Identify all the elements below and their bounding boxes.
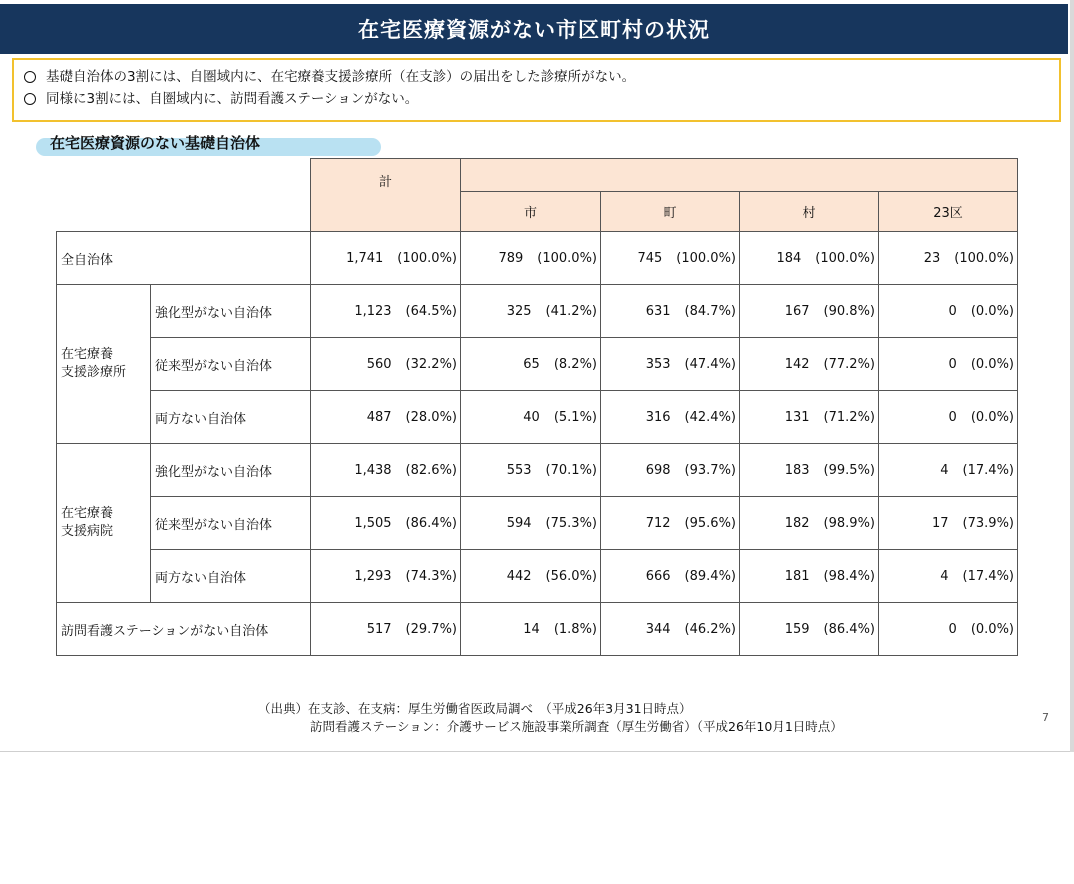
value-cell bbox=[311, 444, 461, 497]
slide-title-text: 在宅医療資源がない市区町村の状況 bbox=[358, 18, 710, 42]
count-value: 23 bbox=[923, 250, 941, 266]
value-cell-inner bbox=[604, 516, 736, 531]
count-value: 1,293 bbox=[354, 568, 392, 584]
count-value: 0 bbox=[948, 621, 957, 637]
count-value: 325 bbox=[506, 303, 532, 319]
row-header: 全自治体 bbox=[57, 232, 311, 285]
value-cell-inner bbox=[882, 251, 1014, 266]
percent-value: (71.2%) bbox=[823, 409, 875, 425]
table-row bbox=[57, 444, 1018, 497]
percent-value: (8.2%) bbox=[553, 356, 597, 372]
header-row bbox=[57, 159, 1018, 192]
row-header: 強化型がない自治体 bbox=[151, 444, 311, 497]
percent-value: (28.0%) bbox=[405, 409, 457, 425]
count-value: 631 bbox=[645, 303, 671, 319]
value-cell-inner bbox=[882, 357, 1014, 372]
value-cell-inner bbox=[743, 410, 875, 425]
table-row bbox=[57, 603, 1018, 656]
page-number: 7 bbox=[1042, 711, 1049, 724]
source-note bbox=[258, 700, 843, 736]
percent-value: (0.0%) bbox=[970, 409, 1014, 425]
value-cell-inner bbox=[743, 463, 875, 478]
count-value: 181 bbox=[784, 568, 810, 584]
value-cell bbox=[740, 497, 879, 550]
value-cell bbox=[740, 338, 879, 391]
percent-value: (0.0%) bbox=[970, 303, 1014, 319]
table-row bbox=[57, 550, 1018, 603]
summary-text: 基礎自治体の3割には、自圏域内に、在宅療養支援診療所（在支診）の届出をした診療所がない。 bbox=[46, 69, 636, 85]
value-cell-inner bbox=[314, 516, 457, 531]
value-cell bbox=[601, 232, 740, 285]
column-header: 村 bbox=[740, 192, 879, 232]
value-cell bbox=[311, 338, 461, 391]
count-value: 789 bbox=[498, 250, 524, 266]
table-row bbox=[57, 338, 1018, 391]
value-cell bbox=[740, 603, 879, 656]
value-cell bbox=[461, 391, 601, 444]
value-cell-inner bbox=[882, 569, 1014, 584]
value-cell bbox=[311, 391, 461, 444]
section-heading bbox=[36, 132, 381, 156]
column-header: 計 bbox=[311, 159, 461, 232]
value-cell bbox=[740, 232, 879, 285]
percent-value: (95.6%) bbox=[684, 515, 736, 531]
value-cell bbox=[601, 497, 740, 550]
value-cell-inner bbox=[314, 569, 457, 584]
percent-value: (32.2%) bbox=[405, 356, 457, 372]
row-header: 従来型がない自治体 bbox=[151, 338, 311, 391]
header-band bbox=[461, 159, 1018, 192]
circle-bullet-icon bbox=[24, 93, 36, 105]
value-cell-inner bbox=[464, 304, 597, 319]
value-cell bbox=[601, 285, 740, 338]
value-cell-inner bbox=[604, 622, 736, 637]
value-cell bbox=[740, 444, 879, 497]
section-heading-text: 在宅医療資源のない基礎自治体 bbox=[50, 134, 261, 152]
percent-value: (89.4%) bbox=[684, 568, 736, 584]
count-value: 17 bbox=[932, 515, 949, 531]
value-cell-inner bbox=[604, 357, 736, 372]
value-cell bbox=[601, 338, 740, 391]
percent-value: (64.5%) bbox=[405, 303, 457, 319]
percent-value: (100.0%) bbox=[397, 250, 457, 266]
value-cell bbox=[879, 285, 1018, 338]
count-value: 487 bbox=[366, 409, 392, 425]
table-row bbox=[57, 232, 1018, 285]
value-cell bbox=[601, 550, 740, 603]
percent-value: (29.7%) bbox=[405, 621, 457, 637]
summary-box bbox=[12, 58, 1061, 122]
value-cell-inner bbox=[604, 251, 736, 266]
percent-value: (17.4%) bbox=[962, 462, 1014, 478]
value-cell-inner bbox=[464, 569, 597, 584]
percent-value: (98.4%) bbox=[823, 568, 875, 584]
count-value: 0 bbox=[948, 409, 957, 425]
count-value: 183 bbox=[784, 462, 810, 478]
percent-value: (90.8%) bbox=[823, 303, 875, 319]
count-value: 712 bbox=[645, 515, 671, 531]
count-value: 167 bbox=[784, 303, 810, 319]
circle-bullet-icon bbox=[24, 71, 36, 83]
value-cell-inner bbox=[314, 357, 457, 372]
percent-value: (73.9%) bbox=[962, 515, 1014, 531]
percent-value: (82.6%) bbox=[405, 462, 457, 478]
value-cell-inner bbox=[464, 410, 597, 425]
percent-value: (17.4%) bbox=[962, 568, 1014, 584]
count-value: 14 bbox=[523, 621, 540, 637]
value-cell-inner bbox=[882, 410, 1014, 425]
percent-value: (86.4%) bbox=[823, 621, 875, 637]
value-cell bbox=[601, 444, 740, 497]
value-cell bbox=[879, 444, 1018, 497]
value-cell-inner bbox=[464, 622, 597, 637]
percent-value: (5.1%) bbox=[553, 409, 597, 425]
summary-text: 同様に3割には、自圏域内に、訪問看護ステーションがない。 bbox=[46, 91, 419, 107]
value-cell-inner bbox=[604, 304, 736, 319]
count-value: 517 bbox=[366, 621, 392, 637]
percent-value: (100.0%) bbox=[537, 250, 597, 266]
count-value: 594 bbox=[506, 515, 532, 531]
row-header: 両方ない自治体 bbox=[151, 550, 311, 603]
data-table bbox=[56, 158, 1018, 656]
percent-value: (41.2%) bbox=[545, 303, 597, 319]
value-cell-inner bbox=[882, 516, 1014, 531]
count-value: 344 bbox=[645, 621, 671, 637]
percent-value: (0.0%) bbox=[970, 356, 1014, 372]
value-cell bbox=[601, 603, 740, 656]
percent-value: (74.3%) bbox=[405, 568, 457, 584]
header-blank bbox=[57, 159, 311, 232]
value-cell bbox=[461, 232, 601, 285]
value-cell-inner bbox=[882, 463, 1014, 478]
percent-value: (86.4%) bbox=[405, 515, 457, 531]
value-cell bbox=[879, 232, 1018, 285]
value-cell bbox=[461, 497, 601, 550]
row-header: 強化型がない自治体 bbox=[151, 285, 311, 338]
count-value: 1,741 bbox=[346, 250, 384, 266]
count-value: 131 bbox=[784, 409, 810, 425]
percent-value: (0.0%) bbox=[970, 621, 1014, 637]
percent-value: (93.7%) bbox=[684, 462, 736, 478]
value-cell bbox=[601, 391, 740, 444]
value-cell bbox=[879, 338, 1018, 391]
group-header: 在宅療養 支援病院 bbox=[57, 444, 151, 603]
row-header: 訪問看護ステーションがない自治体 bbox=[57, 603, 311, 656]
value-cell bbox=[879, 391, 1018, 444]
value-cell bbox=[461, 550, 601, 603]
percent-value: (84.7%) bbox=[684, 303, 736, 319]
count-value: 553 bbox=[506, 462, 532, 478]
value-cell-inner bbox=[882, 304, 1014, 319]
value-cell bbox=[311, 497, 461, 550]
count-value: 666 bbox=[645, 568, 671, 584]
count-value: 142 bbox=[784, 356, 810, 372]
percent-value: (99.5%) bbox=[823, 462, 875, 478]
count-value: 4 bbox=[940, 462, 949, 478]
percent-value: (100.0%) bbox=[954, 250, 1014, 266]
count-value: 560 bbox=[366, 356, 392, 372]
percent-value: (47.4%) bbox=[684, 356, 736, 372]
count-value: 0 bbox=[948, 356, 957, 372]
row-header: 両方ない自治体 bbox=[151, 391, 311, 444]
group-header: 在宅療養 支援診療所 bbox=[57, 285, 151, 444]
count-value: 745 bbox=[637, 250, 663, 266]
count-value: 159 bbox=[784, 621, 810, 637]
value-cell bbox=[740, 285, 879, 338]
value-cell bbox=[740, 391, 879, 444]
value-cell-inner bbox=[464, 251, 597, 266]
source-line: （出典）在支診、在支病：厚生労働省医政局調べ （平成26年3月31日時点） bbox=[258, 701, 692, 716]
value-cell-inner bbox=[464, 463, 597, 478]
value-cell-inner bbox=[604, 569, 736, 584]
count-value: 40 bbox=[523, 409, 540, 425]
percent-value: (75.3%) bbox=[545, 515, 597, 531]
value-cell-inner bbox=[314, 410, 457, 425]
value-cell-inner bbox=[743, 622, 875, 637]
value-cell bbox=[311, 285, 461, 338]
value-cell bbox=[461, 338, 601, 391]
count-value: 0 bbox=[948, 303, 957, 319]
percent-value: (1.8%) bbox=[553, 621, 597, 637]
percent-value: (56.0%) bbox=[545, 568, 597, 584]
count-value: 1,123 bbox=[354, 303, 392, 319]
count-value: 4 bbox=[940, 568, 949, 584]
value-cell bbox=[879, 550, 1018, 603]
count-value: 1,505 bbox=[354, 515, 392, 531]
value-cell-inner bbox=[314, 251, 457, 266]
value-cell bbox=[461, 444, 601, 497]
value-cell-inner bbox=[464, 357, 597, 372]
percent-value: (46.2%) bbox=[684, 621, 736, 637]
scrollbar-track bbox=[1070, 0, 1074, 752]
percent-value: (70.1%) bbox=[545, 462, 597, 478]
summary-line bbox=[24, 88, 1049, 110]
value-cell bbox=[461, 285, 601, 338]
count-value: 353 bbox=[645, 356, 671, 372]
table-row bbox=[57, 285, 1018, 338]
value-cell-inner bbox=[314, 463, 457, 478]
count-value: 442 bbox=[506, 568, 532, 584]
percent-value: (42.4%) bbox=[684, 409, 736, 425]
value-cell-inner bbox=[743, 357, 875, 372]
count-value: 698 bbox=[645, 462, 671, 478]
value-cell bbox=[740, 550, 879, 603]
count-value: 184 bbox=[776, 250, 802, 266]
value-cell bbox=[879, 497, 1018, 550]
value-cell bbox=[879, 603, 1018, 656]
summary-line bbox=[24, 66, 1049, 88]
count-value: 316 bbox=[645, 409, 671, 425]
value-cell-inner bbox=[882, 622, 1014, 637]
slide-title bbox=[0, 4, 1068, 54]
column-header: 23区 bbox=[879, 192, 1018, 232]
value-cell-inner bbox=[314, 622, 457, 637]
value-cell bbox=[311, 232, 461, 285]
value-cell bbox=[311, 603, 461, 656]
value-cell-inner bbox=[743, 251, 875, 266]
percent-value: (100.0%) bbox=[815, 250, 875, 266]
source-line: 訪問看護ステーション：介護サービス施設事業所調査（厚生労働省）（平成26年10月1日時点） bbox=[310, 719, 843, 734]
column-header: 市 bbox=[461, 192, 601, 232]
count-value: 182 bbox=[784, 515, 810, 531]
count-value: 65 bbox=[523, 356, 540, 372]
value-cell bbox=[461, 603, 601, 656]
table-row bbox=[57, 497, 1018, 550]
percent-value: (98.9%) bbox=[823, 515, 875, 531]
value-cell-inner bbox=[604, 463, 736, 478]
value-cell-inner bbox=[464, 516, 597, 531]
percent-value: (100.0%) bbox=[676, 250, 736, 266]
count-value: 1,438 bbox=[354, 462, 392, 478]
value-cell-inner bbox=[743, 516, 875, 531]
value-cell bbox=[311, 550, 461, 603]
column-header: 町 bbox=[601, 192, 740, 232]
value-cell-inner bbox=[743, 304, 875, 319]
table-row bbox=[57, 391, 1018, 444]
value-cell-inner bbox=[314, 304, 457, 319]
value-cell-inner bbox=[604, 410, 736, 425]
percent-value: (77.2%) bbox=[823, 356, 875, 372]
row-header: 従来型がない自治体 bbox=[151, 497, 311, 550]
value-cell-inner bbox=[743, 569, 875, 584]
